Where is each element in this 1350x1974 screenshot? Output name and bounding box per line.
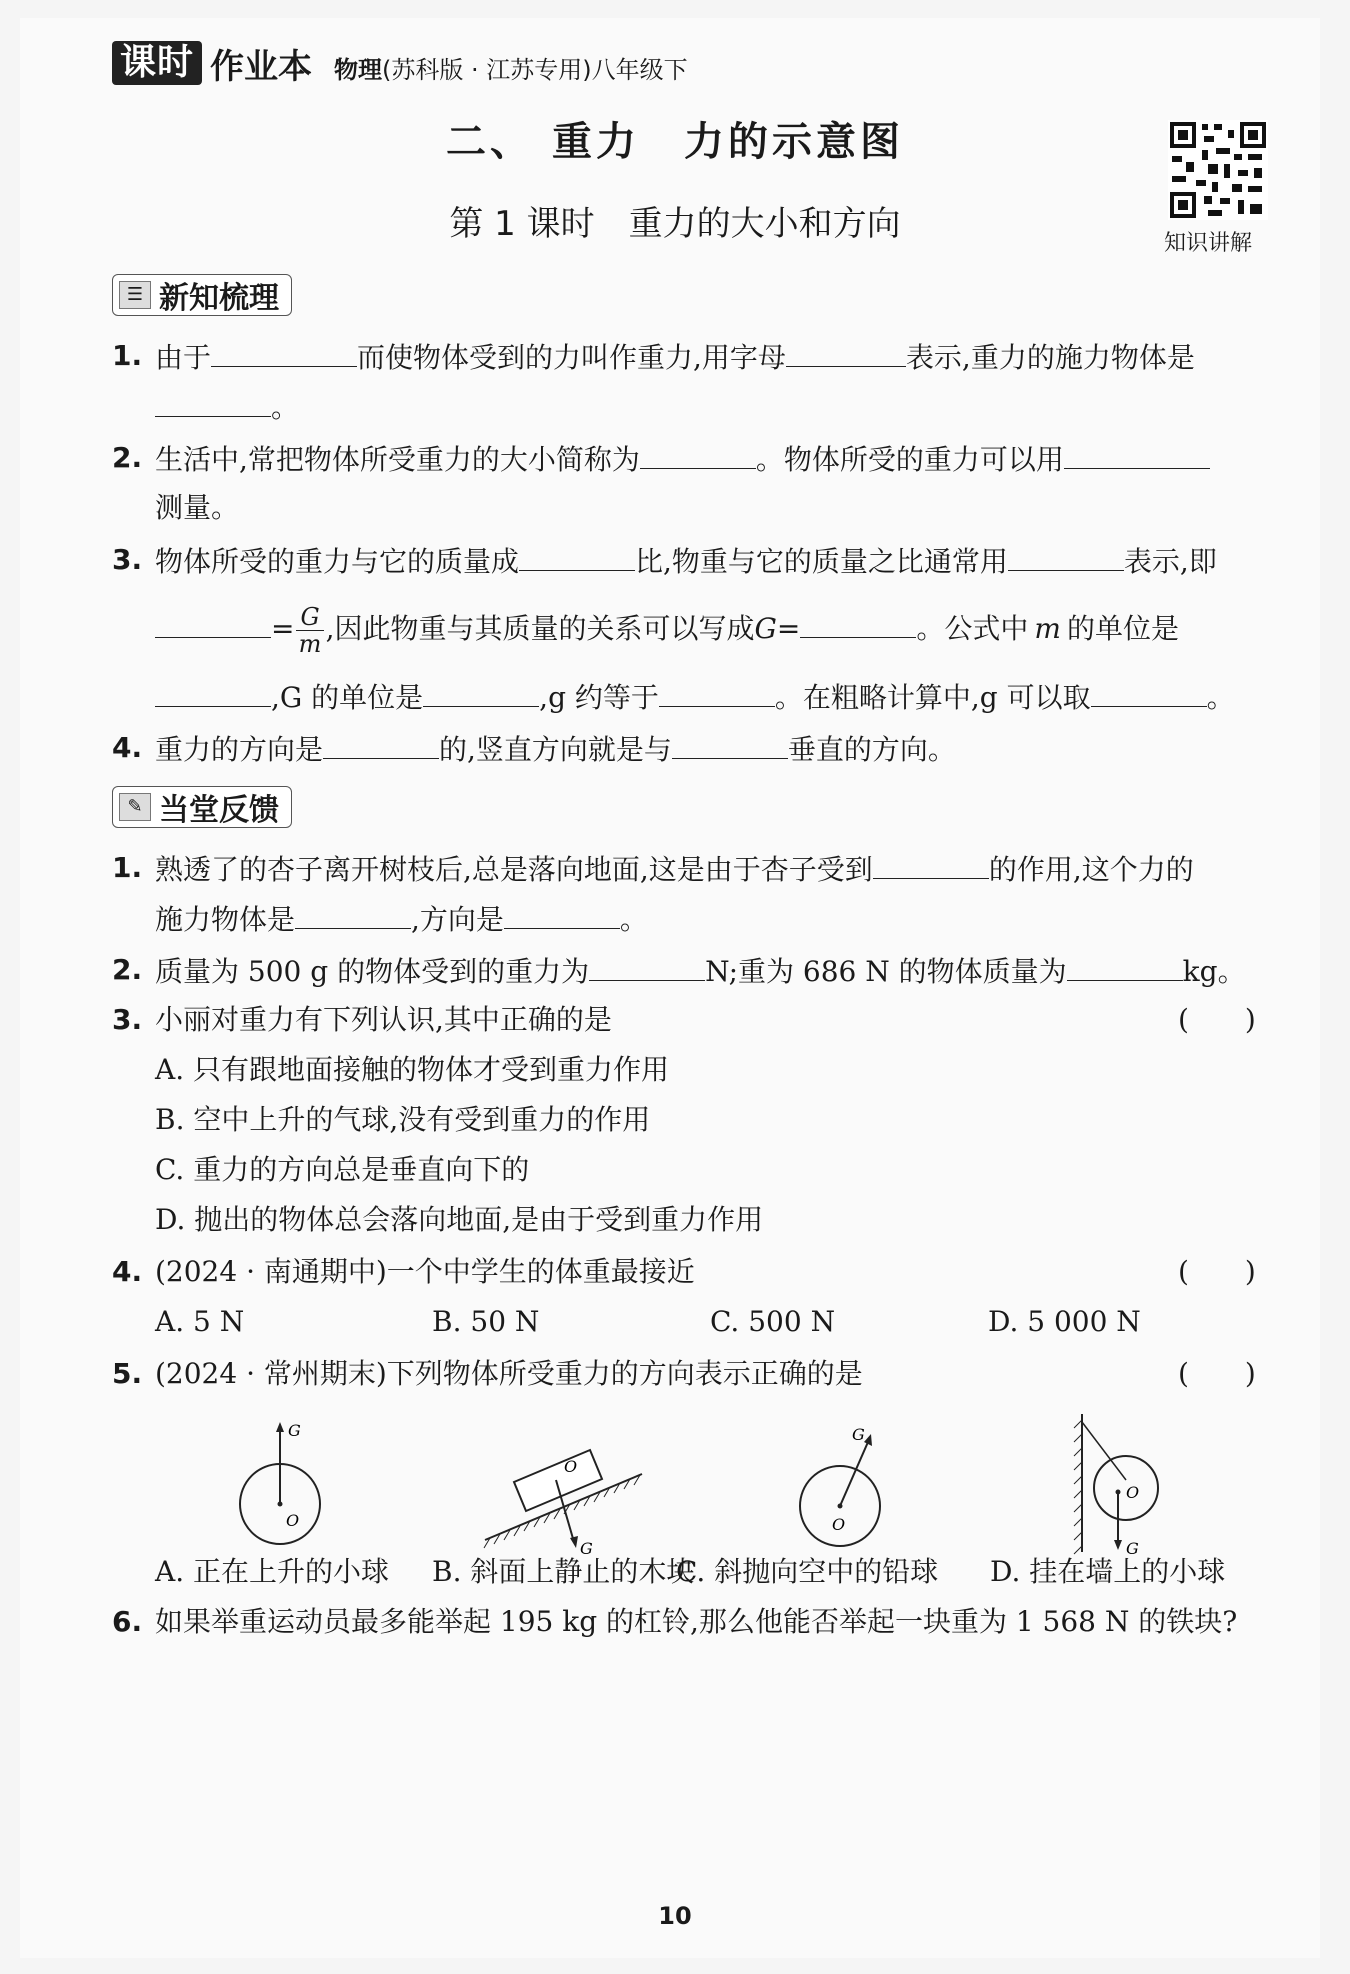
svg-text:G: G bbox=[580, 1539, 593, 1558]
option-a: A. 只有跟地面接触的物体才受到重力作用 bbox=[155, 1053, 670, 1086]
answer-blank[interactable] bbox=[155, 386, 271, 417]
option-c: C. 重力的方向总是垂直向下的 bbox=[155, 1153, 530, 1186]
section-dangtang: ✎ 当堂反馈 bbox=[112, 786, 292, 828]
fk-q3: 小丽对重力有下列认识,其中正确的是 bbox=[155, 1003, 612, 1036]
qr-code-icon[interactable] bbox=[1168, 120, 1268, 220]
brand-name: 作业本 bbox=[210, 46, 313, 87]
answer-blank[interactable] bbox=[519, 540, 635, 571]
xz-q4: 重力的方向是 的,竖直方向就是与 垂直的方向。 bbox=[155, 728, 956, 770]
answer-blank[interactable] bbox=[1067, 950, 1183, 981]
fk-q2: 质量为 500 g 的物体受到的重力为 N;重为 686 N 的物体质量为 kg。 bbox=[155, 950, 1246, 992]
q-number: 4. bbox=[112, 1255, 143, 1288]
answer-blank[interactable] bbox=[589, 950, 705, 981]
caption-c: C. 斜抛向空中的铅球 bbox=[676, 1555, 939, 1588]
option-d: D. 5 000 N bbox=[988, 1305, 1141, 1338]
answer-blank[interactable] bbox=[1064, 438, 1210, 469]
answer-blank[interactable] bbox=[672, 728, 788, 759]
subject-line bbox=[334, 50, 688, 85]
answer-parentheses[interactable]: ( ) bbox=[1178, 1003, 1256, 1036]
svg-text:G: G bbox=[852, 1425, 865, 1444]
xz-q3-line1: 物体所受的重力与它的质量成 比,物重与它的质量之比通常用 表示,即 bbox=[155, 540, 1217, 582]
fk-q5: (2024 · 常州期末)下列物体所受重力的方向表示正确的是 bbox=[155, 1357, 863, 1390]
answer-blank[interactable] bbox=[659, 676, 775, 707]
chapter-title: 二、 重力 力的示意图 bbox=[446, 119, 904, 165]
q-number: 4. bbox=[112, 731, 143, 764]
answer-blank[interactable] bbox=[1008, 540, 1124, 571]
q-number: 6. bbox=[112, 1605, 143, 1638]
q-number: 5. bbox=[112, 1357, 143, 1390]
answer-blank[interactable] bbox=[323, 728, 439, 759]
page-number: 10 bbox=[658, 1902, 692, 1930]
answer-blank[interactable] bbox=[211, 336, 357, 367]
figure-b-block-on-slope bbox=[480, 1430, 650, 1560]
section-xinzhi: ☰ 新知梳理 bbox=[112, 274, 292, 316]
brand-logo: 课时 bbox=[112, 41, 202, 85]
svg-text:G: G bbox=[288, 1421, 301, 1440]
option-a: A. 5 N bbox=[155, 1305, 245, 1338]
svg-text:G: G bbox=[1126, 1539, 1139, 1558]
fk-q1-line1: 熟透了的杏子离开树枝后,总是落向地面,这是由于杏子受到 的作用,这个力的 bbox=[155, 848, 1194, 890]
xz-q2-line2: 测量。 bbox=[155, 491, 240, 524]
xz-q2-line1: 生活中,常把物体所受重力的大小简称为 。物体所受的重力可以用 bbox=[155, 438, 1210, 480]
qr-label: 知识讲解 bbox=[1164, 231, 1253, 256]
q-number: 1. bbox=[112, 851, 143, 884]
answer-blank[interactable] bbox=[800, 607, 916, 638]
answer-parentheses[interactable]: ( ) bbox=[1178, 1357, 1256, 1390]
fk-q4: (2024 · 南通期中)一个中学生的体重最接近 bbox=[155, 1255, 695, 1288]
svg-text:O: O bbox=[1126, 1483, 1140, 1502]
pen-icon: ✎ bbox=[119, 793, 151, 821]
answer-blank[interactable] bbox=[504, 898, 620, 929]
answer-blank[interactable] bbox=[786, 336, 906, 367]
q-number: 3. bbox=[112, 1003, 143, 1036]
edition: (苏科版 · 江苏专用)八年级下 bbox=[382, 55, 688, 84]
q-number: 2. bbox=[112, 441, 143, 474]
book-icon: ☰ bbox=[119, 281, 151, 309]
fk-q1-line2: 施力物体是 ,方向是 。 bbox=[155, 898, 648, 940]
svg-text:O: O bbox=[286, 1511, 300, 1530]
xz-q3-line2: = $\frac{G}{m}$ ,因此物重与其质量的关系可以写成G= 。公式中 m 的单位是 bbox=[155, 604, 1179, 657]
fk-q6: 如果举重运动员最多能举起 195 kg 的杠铃,那么他能否举起一块重为 1 568 N 的铁块? bbox=[155, 1605, 1238, 1638]
svg-text:O: O bbox=[564, 1457, 578, 1476]
answer-parentheses[interactable]: ( ) bbox=[1178, 1255, 1256, 1288]
answer-blank[interactable] bbox=[423, 676, 539, 707]
answer-blank[interactable] bbox=[1091, 676, 1207, 707]
answer-blank[interactable] bbox=[155, 676, 271, 707]
option-b: B. 50 N bbox=[432, 1305, 540, 1338]
lesson-title: 第 1 课时 重力的大小和方向 bbox=[449, 204, 901, 244]
q-number: 3. bbox=[112, 543, 143, 576]
g-over-m-fraction: $\frac{G}{m}$ bbox=[296, 604, 323, 657]
option-b: B. 空中上升的气球,没有受到重力的作用 bbox=[155, 1103, 651, 1136]
subject: 物理 bbox=[334, 55, 383, 84]
answer-blank[interactable] bbox=[873, 848, 989, 879]
xz-q1-line1: 由于 而使物体受到的力叫作重力,用字母 表示,重力的施力物体是 bbox=[155, 336, 1195, 378]
answer-blank[interactable] bbox=[155, 607, 271, 638]
xz-q3-line3: ,G 的单位是 ,g 约等于 。在粗略计算中,g 可以取 。 bbox=[155, 676, 1235, 718]
figure-a-rising-ball bbox=[230, 1420, 350, 1560]
q-number: 2. bbox=[112, 953, 143, 986]
header bbox=[112, 40, 688, 86]
answer-blank[interactable] bbox=[640, 438, 756, 469]
answer-blank[interactable] bbox=[295, 898, 411, 929]
figure-c-thrown-shot bbox=[790, 1420, 910, 1560]
q-number: 1. bbox=[112, 339, 143, 372]
caption-d: D. 挂在墙上的小球 bbox=[990, 1555, 1226, 1588]
svg-text:O: O bbox=[832, 1515, 846, 1534]
caption-b: B. 斜面上静止的木块 bbox=[432, 1555, 695, 1588]
option-c: C. 500 N bbox=[710, 1305, 836, 1338]
caption-a: A. 正在上升的小球 bbox=[155, 1555, 390, 1588]
xz-q1-line2: 。 bbox=[155, 386, 299, 428]
figure-d-hanging-ball bbox=[1060, 1410, 1180, 1560]
option-d: D. 抛出的物体总会落向地面,是由于受到重力作用 bbox=[155, 1203, 764, 1236]
